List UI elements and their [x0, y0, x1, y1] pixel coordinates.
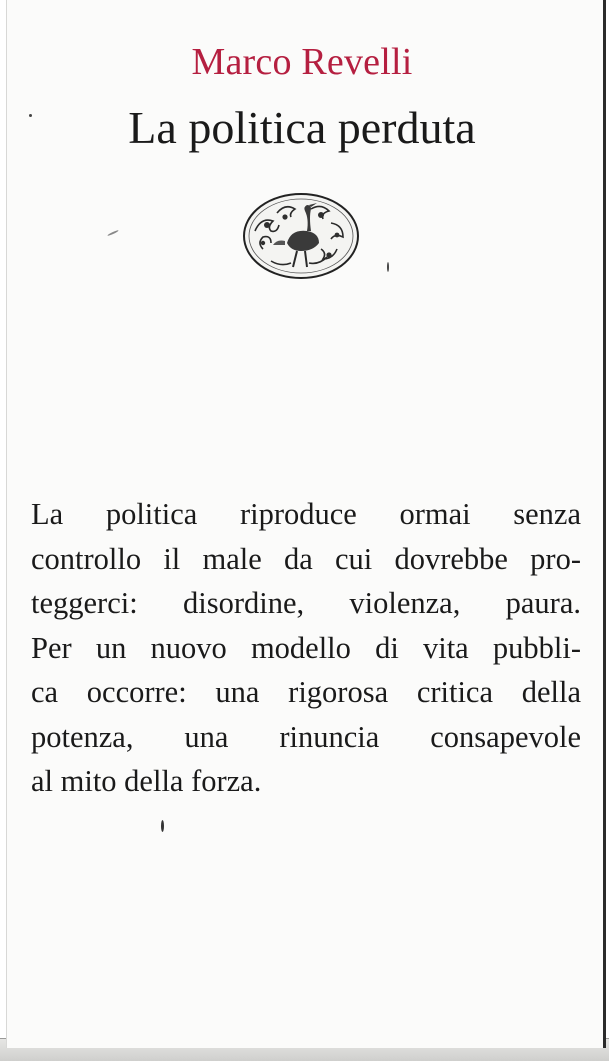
blurb-line: al mito della forza. [31, 764, 262, 798]
author-name: Marco Revelli [191, 41, 413, 83]
blurb-line: La politica riproduce ormai senza [31, 497, 581, 531]
scan-speck [161, 820, 164, 832]
scan-speck [387, 262, 389, 272]
blurb-line: potenza, una rinuncia consapevole [31, 719, 581, 754]
blurb-line: ca occorre: una rigorosa critica della [31, 675, 581, 709]
book-cover [6, 0, 606, 1048]
blurb-line: Per un nuovo modello di vita pubbli- [31, 630, 581, 665]
book-title: La politica perduta [128, 102, 476, 153]
blurb-text [31, 492, 581, 804]
scan-speck [29, 114, 32, 117]
scan-speck [107, 230, 119, 237]
blurb-line: teggerci: disordine, violenza, paura. [31, 586, 581, 620]
blurb-line: controllo il male da cui dovrebbe pro- [31, 541, 581, 576]
ostrich-medallion-icon [241, 191, 361, 281]
